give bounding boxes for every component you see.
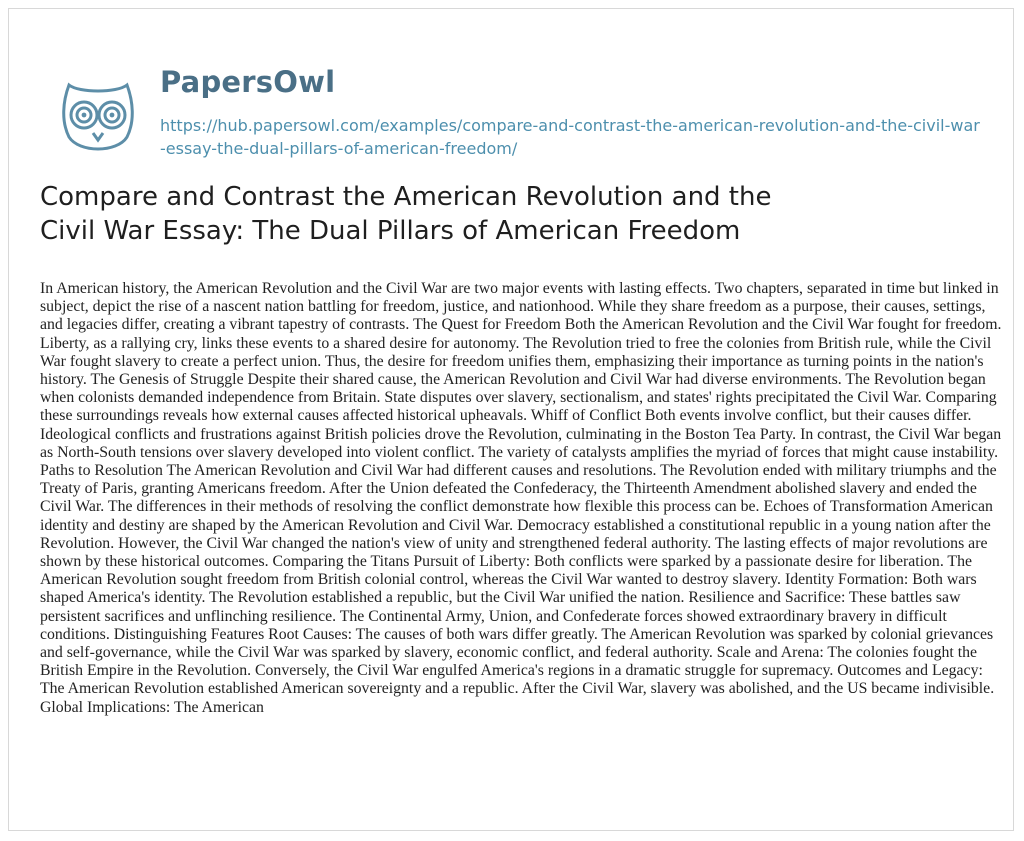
document-frame [8,8,1014,831]
brand-name: PapersOwl [160,65,336,99]
source-url-link[interactable]: https://hub.papersowl.com/examples/compare-and-contrast-the-american-revolution-and-the-civil-war-essay-the-dual-pillars-of-american-freedom/ [160,116,980,158]
document-header [51,45,991,175]
document-title: Compare and Contrast the American Revolution and the Civil War Essay: The Dual Pillars of American Freedom [40,182,772,246]
document-body: In American history, the American Revolution and the Civil War are two major events with lasting effects. Two chapters, separated in time but linked in subject, depict the rise of a nascent nation battling for freedom, justice, and nationhood. While they share freedom as a purpose, their causes, settings, and legacies differ, creating a vibrant tapestry of contrasts. The Quest for Freedom Both the American Revolution and the Civil War fought for freedom. Liberty, as a rallying cry, links these events to a shared desire for autonomy. The Revolution tried to free the colonies from British rule, while the Civil War fought slavery to create a perfect union. Thus, the desire for freedom unifies them, emphasizing their importance as turning points in the nation's history. The Genesis of Struggle Despite their shared cause, the American Revolution and Civil War had diverse environments. The Revolution began when colonists demanded independence from Britain. State disputes over slavery, sectionalism, and states' rights precipitated the Civil War. Comparing these surroundings reveals how external causes affected historical upheavals. Whiff of Conflict Both events involve conflict, but their causes differ. Ideological conflicts and frustrations against British policies drove the Revolution, culminating in the Boston Tea Party. In contrast, the Civil War began as North-South tensions over slavery developed into violent conflict. The variety of catalysts amplifies the myriad of forces that might cause instability. Paths to Resolution The American Revolution and Civil War had different causes and resolutions. The Revolution ended with military triumphs and the Treaty of Paris, granting Americans freedom. After the Union defeated the Confederacy, the Thirteenth Amendment abolished slavery and ended the Civil War. The differences in their methods of resolving the conflict demonstrate how flexible this process can be. Echoes of Transformation American identity and destiny are shaped by the American Revolution and Civil War. Democracy established a constitutional republic in a young nation after the Revolution. However, the Civil War changed the nation's view of unity and strengthened federal authority. The lasting effects of major revolutions are shown by these historical outcomes. Comparing the Titans Pursuit of Liberty: Both conflicts were sparked by a passionate desire for liberation. The American Revolution sought freedom from British colonial control, whereas the Civil War wanted to destroy slavery. Identity Formation: Both wars shaped America's identity. The Revolution established a republic, but the Civil War unified the nation. Resilience and Sacrifice: These battles saw persistent sacrifices and unflinching resilience. The Continental Army, Union, and Confederate forces showed extraordinary bravery in difficult conditions. Distinguishing Features Root Causes: The causes of both wars differ greatly. The American Revolution was sparked by colonial grievances and self-governance, while the Civil War was sparked by slavery, economic conflict, and federal authority. Scale and Arena: The colonies fought the British Empire in the Revolution. Conversely, the Civil War engulfed America's regions in a dramatic struggle for supremacy. Outcomes and Legacy: The American Revolution established American sovereignty and a republic. After the Civil War, slavery was abolished, and the US became indivisible. Global Implications: The American [40,280,1002,716]
owl-logo-icon [57,75,139,157]
